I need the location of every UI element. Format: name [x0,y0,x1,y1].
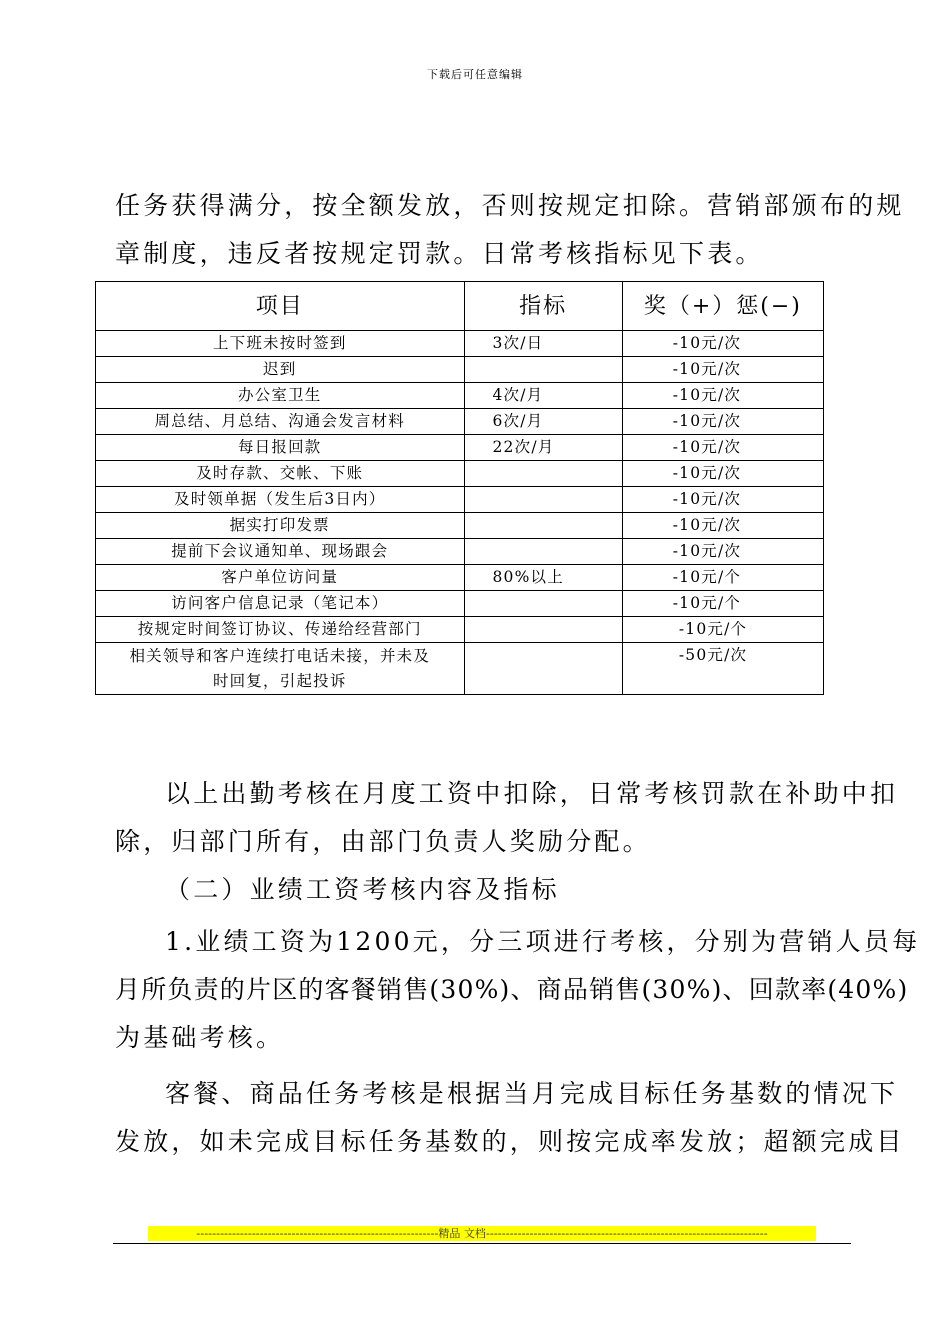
table-cell-target [464,591,622,617]
task-assessment-paragraph [115,1070,905,1166]
section-heading [115,866,855,914]
intro-line-1: 任务获得满分，按全额发放，否则按规定扣除。营销部颁布的规 [115,191,905,220]
intro-line-2: 章制度，违反者按规定罚款。日常考核指标见下表。 [115,239,764,268]
table-cell-penalty: -10元/个 [622,591,823,617]
header-note: 下载后可任意编辑 [427,68,523,81]
daily-assessment-table [95,281,824,695]
table-cell-penalty: -10元/次 [622,487,823,513]
footer-dashes-right: ----------------------------------------------------------------------- [485,1227,768,1240]
footer-rule [113,1243,851,1244]
table-cell-target [464,539,622,565]
table-cell-penalty: -10元/个 [622,617,823,643]
table-cell-item-line: 相关领导和客户连续打电话未接，并未及 [129,647,431,665]
paragraph-line: 为基础考核。 [115,1023,285,1052]
table-cell-penalty: -10元/次 [622,539,823,565]
table-cell-item: 按规定时间签订协议、传递给经营部门 [96,617,465,643]
table-cell-item: 上下班未按时签到 [96,331,465,357]
table-cell-item: 迟到 [96,357,465,383]
table-cell-item: 提前下会议通知单、现场跟会 [96,539,465,565]
header-target: 指标 [464,282,622,331]
table-cell-target: 22次/月 [464,435,622,461]
header-reward-penalty: 奖（+）惩(−) [622,282,823,331]
table-row [96,409,824,435]
table-cell-penalty: -10元/次 [622,357,823,383]
paragraph-line: 除，归部门所有，由部门负责人奖励分配。 [115,827,651,856]
table-row [96,461,824,487]
table-cell-item: 及时存款、交帐、下账 [96,461,465,487]
table-cell-target: 80%以上 [464,565,622,591]
section-heading-text: （二）业绩工资考核内容及指标 [165,875,560,904]
table-cell-item: 及时领单据（发生后3日内） [96,487,465,513]
table-cell-target [464,357,622,383]
table-cell-penalty: -50元/次 [622,643,823,695]
paragraph-line: 以上出勤考核在月度工资中扣除，日常考核罚款在补助中扣 [165,779,899,808]
table-cell-target [464,461,622,487]
table-row [96,513,824,539]
table-cell-item: 客户单位访问量 [96,565,465,591]
table-cell-item: 周总结、月总结、沟通会发言材料 [96,409,465,435]
table-row [96,617,824,643]
table-cell-penalty: -10元/次 [622,409,823,435]
table-row [96,331,824,357]
table-row [96,643,824,695]
table-row [96,357,824,383]
table-cell-penalty: -10元/次 [622,461,823,487]
table-cell-penalty: -10元/个 [622,565,823,591]
table-row [96,565,824,591]
paragraph-line: 月所负责的片区的客餐销售(30%)、商品销售(30%)、回款率(40%) [115,975,909,1004]
table-cell-target [464,513,622,539]
table-cell-target [464,617,622,643]
paragraph-line: 发放，如未完成目标任务基数的，则按完成率发放；超额完成目 [115,1127,905,1156]
table-cell-item: 每日报回款 [96,435,465,461]
table-cell-target: 4次/月 [464,383,622,409]
footer-label: 精品 文档 [438,1227,486,1240]
table-row [96,383,824,409]
paragraph-line: 客餐、商品任务考核是根据当月完成目标任务基数的情况下 [165,1079,899,1108]
performance-pay-paragraph [115,918,921,1062]
table-cell-penalty: -10元/次 [622,435,823,461]
table-row [96,539,824,565]
table-cell-penalty: -10元/次 [622,513,823,539]
paragraph-line: 1.业绩工资为1200元，分三项进行考核，分别为营销人员每 [165,927,921,956]
footer-dashes-left: ------------------------------------------------------------- [196,1227,439,1240]
table-header-row [96,282,824,331]
table-cell-item: 办公室卫生 [96,383,465,409]
table-cell-target [464,487,622,513]
table-cell-item: 据实打印发票 [96,513,465,539]
table-row [96,487,824,513]
table-cell-target: 3次/日 [464,331,622,357]
header-item: 项目 [96,282,465,331]
intro-paragraph [115,182,905,278]
table-cell-penalty: -10元/次 [622,331,823,357]
table-cell-target: 6次/月 [464,409,622,435]
table-cell-item-line: 时回复，引起投诉 [212,672,347,690]
footer-banner [148,1226,816,1241]
table-cell-target [464,643,622,695]
table-cell-item [96,643,465,695]
penalty-note-paragraph [115,770,899,866]
table-cell-item: 访问客户信息记录（笔记本） [96,591,465,617]
table-row [96,591,824,617]
table-row [96,435,824,461]
table-cell-penalty: -10元/次 [622,383,823,409]
